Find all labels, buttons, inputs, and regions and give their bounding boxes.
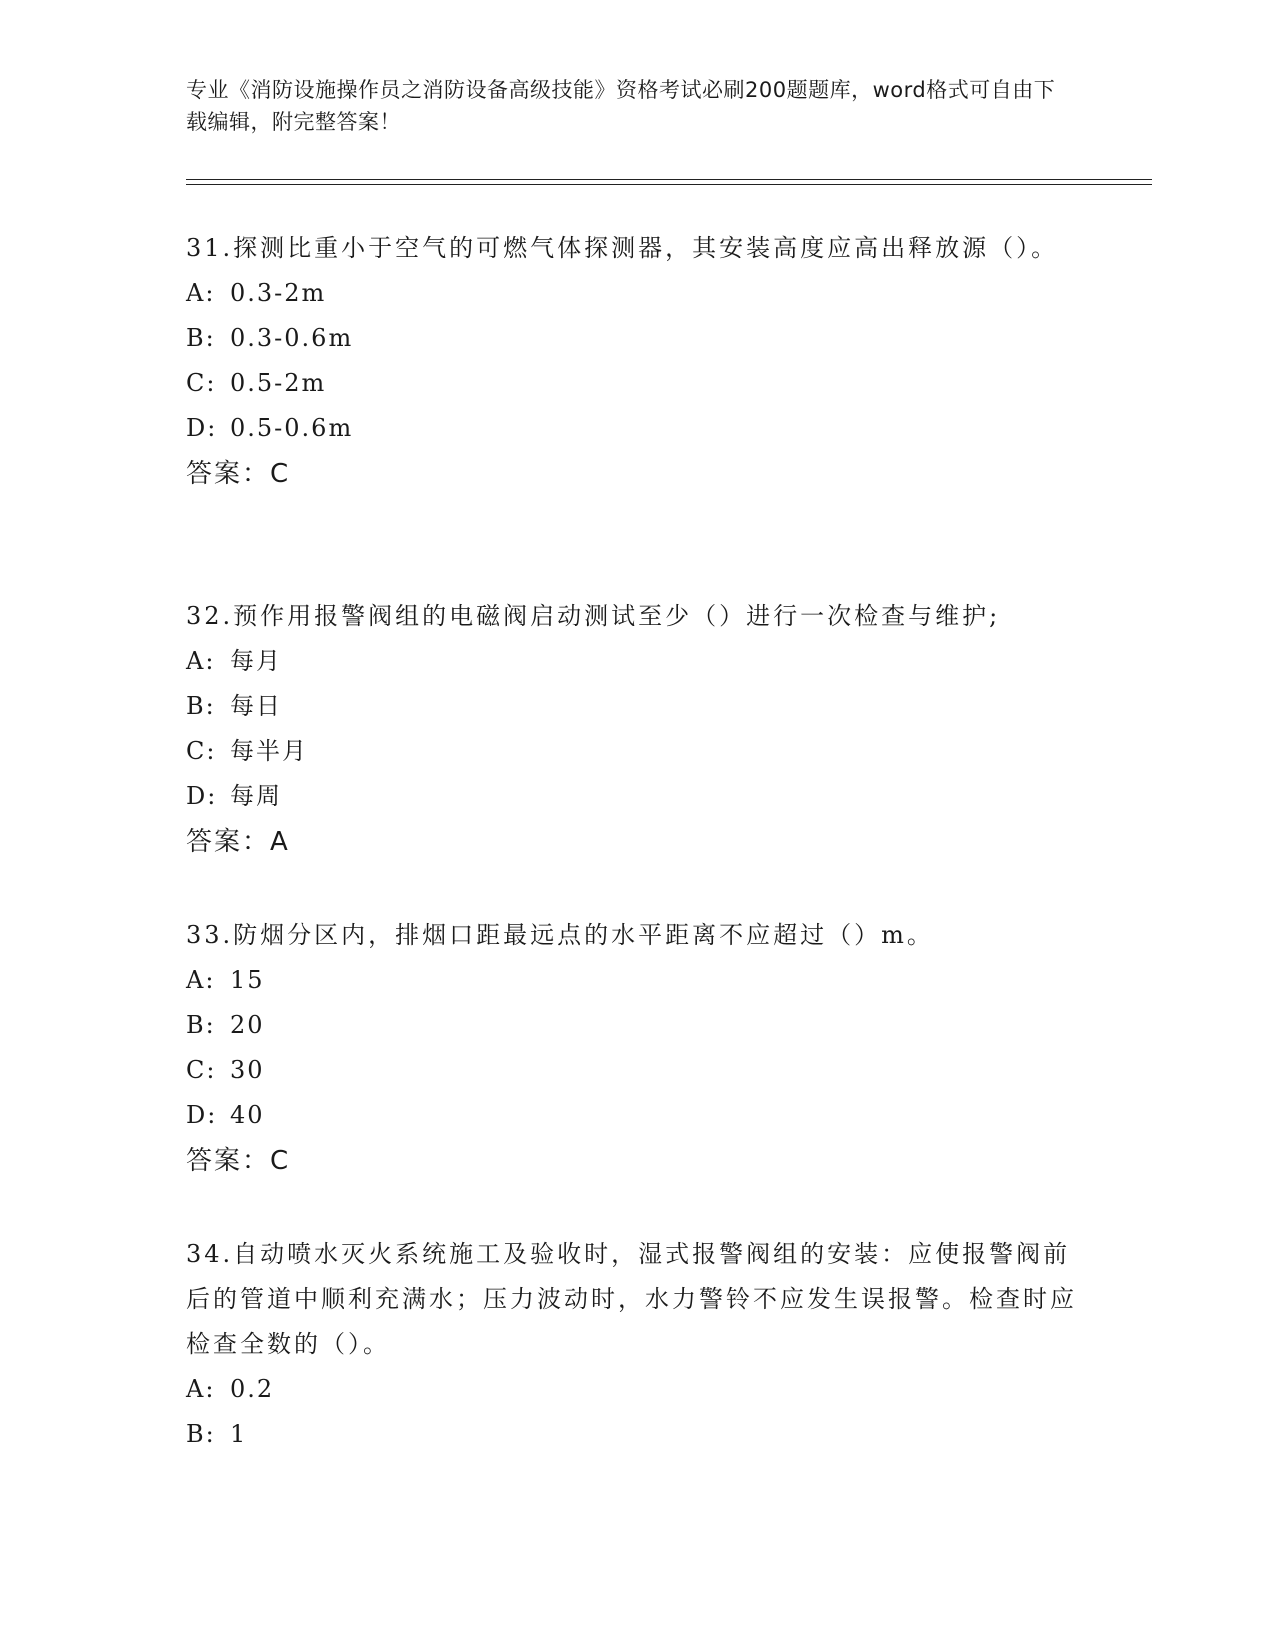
option-letter: B: bbox=[186, 1011, 216, 1039]
option-text: 30 bbox=[230, 1056, 265, 1084]
option-letter: A: bbox=[186, 1375, 216, 1403]
question-33 bbox=[186, 913, 1086, 1184]
option-text: 每周 bbox=[230, 782, 282, 810]
option-letter: C: bbox=[186, 1056, 217, 1084]
option-letter: B: bbox=[186, 324, 216, 352]
question-stem: 32.预作用报警阀组的电磁阀启动测试至少（）进行一次检查与维护; bbox=[186, 602, 1001, 630]
option-b bbox=[186, 1003, 1086, 1048]
option-letter: A: bbox=[186, 647, 216, 675]
option-letter: B: bbox=[186, 692, 216, 720]
option-d bbox=[186, 774, 1086, 819]
question-stem: 31.探测比重小于空气的可燃气体探测器，其安装高度应高出释放源（）。 bbox=[186, 234, 1059, 262]
option-b bbox=[186, 316, 1086, 361]
option-letter: B: bbox=[186, 1420, 216, 1448]
document-header: 专业《消防设施操作员之消防设备高级技能》资格考试必刷200题题库，word格式可自由下载编辑，附完整答案！ bbox=[186, 78, 1056, 134]
option-text: 15 bbox=[230, 966, 265, 994]
option-text: 0.3-2m bbox=[230, 279, 327, 307]
option-text: 40 bbox=[230, 1101, 265, 1129]
option-text: 1 bbox=[230, 1420, 248, 1448]
option-text: 每日 bbox=[230, 692, 282, 720]
option-c bbox=[186, 1048, 1086, 1093]
option-b bbox=[186, 684, 1086, 729]
option-letter: D: bbox=[186, 782, 218, 810]
option-list bbox=[186, 639, 1086, 819]
question-31 bbox=[186, 226, 1086, 497]
option-list bbox=[186, 1367, 1086, 1457]
option-letter: C: bbox=[186, 737, 217, 765]
option-list bbox=[186, 271, 1086, 451]
question-stem: 33.防烟分区内，排烟口距最远点的水平距离不应超过（）m。 bbox=[186, 921, 934, 949]
option-text: 0.5-2m bbox=[230, 369, 327, 397]
option-a bbox=[186, 639, 1086, 684]
option-text: 0.2 bbox=[230, 1375, 275, 1403]
option-letter: A: bbox=[186, 279, 216, 307]
option-a bbox=[186, 958, 1086, 1003]
question-stem: 34.自动喷水灭火系统施工及验收时，湿式报警阀组的安装：应使报警阀前后的管道中顺利充满水；压力波动时，水力警铃不应发生误报警。检查时应检查全数的（）。 bbox=[186, 1240, 1077, 1358]
option-text: 每半月 bbox=[230, 737, 308, 765]
header-divider-top bbox=[186, 179, 1152, 180]
option-a bbox=[186, 271, 1086, 316]
answer-label: 答案：C bbox=[186, 459, 291, 489]
option-a bbox=[186, 1367, 1086, 1412]
option-text: 20 bbox=[230, 1011, 265, 1039]
answer-label: 答案：C bbox=[186, 1146, 291, 1176]
option-d bbox=[186, 406, 1086, 451]
option-c bbox=[186, 361, 1086, 406]
answer-label: 答案：A bbox=[186, 827, 290, 857]
option-c bbox=[186, 729, 1086, 774]
option-list bbox=[186, 958, 1086, 1138]
option-letter: D: bbox=[186, 1101, 218, 1129]
question-32 bbox=[186, 594, 1086, 865]
header-divider-bottom bbox=[186, 184, 1152, 185]
question-34 bbox=[186, 1232, 1086, 1457]
option-b bbox=[186, 1412, 1086, 1457]
option-letter: A: bbox=[186, 966, 216, 994]
option-d bbox=[186, 1093, 1086, 1138]
option-text: 0.5-0.6m bbox=[230, 414, 354, 442]
option-letter: D: bbox=[186, 414, 218, 442]
option-letter: C: bbox=[186, 369, 217, 397]
option-text: 0.3-0.6m bbox=[230, 324, 354, 352]
option-text: 每月 bbox=[230, 647, 282, 675]
